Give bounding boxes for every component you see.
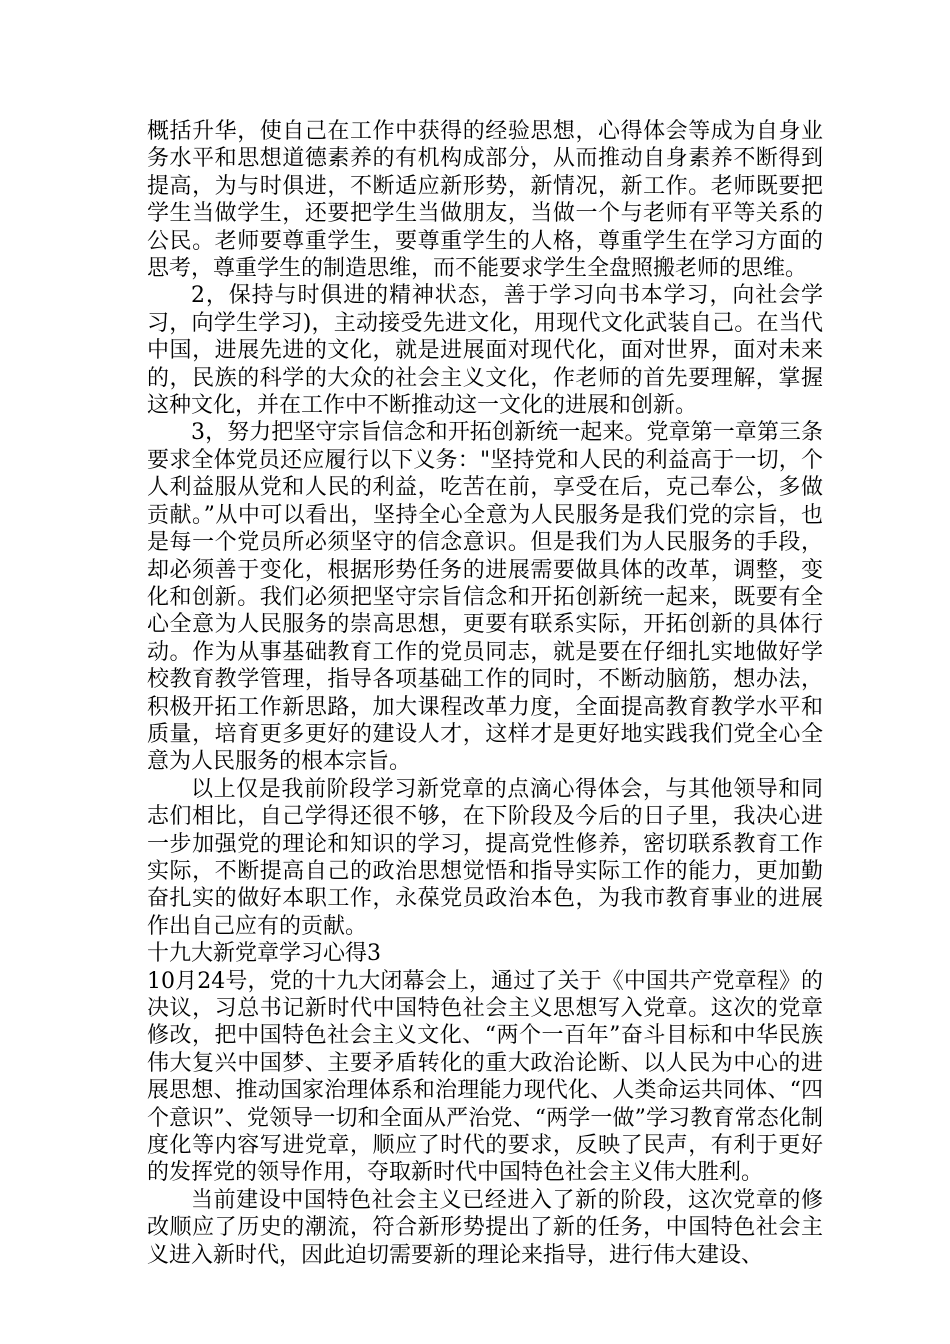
section-heading: 十九大新党章学习心得3 xyxy=(147,941,381,967)
paragraph-continuation: 概括升华，使自己在工作中获得的经验思想，心得体会等成为自身业务水平和思想道德素养的有机构成部分，从而推动自身素养不断得到提高，为与时俱进，不断适应新形势，新情况，新工作。老师既要把学生当做学生，还要把学生当做朋友，当做一个与老师有平等关系的公民。老师要尊重学生，要尊重学生的人格，尊重学生在学习方面的思考，尊重学生的制造思维，而不能要求学生全盘照搬老师的思维。 xyxy=(147,119,823,282)
document-body xyxy=(147,118,823,1269)
paragraph-point-2: 2，保持与时俱进的精神状态，善于学习向书本学习，向社会学习，向学生学习)，主动接受先进文化，用现代文化武装自己。在当代中国，进展先进的文化，就是进展面对现代化，面对世界，面对未来的，民族的科学的大众的社会主义文化，作老师的首先要理解，掌握这种文化，并在工作中不断推动这一文化的进展和创新。 xyxy=(147,283,823,419)
paragraph-point-3: 3，努力把坚守宗旨信念和开拓创新统一起来。党章第一章第三条要求全体党员还应履行以下义务："坚持党和人民的利益高于一切，个人利益服从党和人民的利益，吃苦在前，享受在后，克己奉公，多做贡献。”从中可以看出，坚持全心全意为人民服务是我们党的宗旨，也是每一个党员所必须坚守的信念意识。但是我们为人民服务的手段，却必须善于变化，根据形势任务的进展需要做具体的改革，调整，变化和创新。我们必须把坚守宗旨信念和开拓创新统一起来，既要有全心全意为人民服务的崇高思想，更要有联系实际，开拓创新的具体行动。作为从事基础教育工作的党员同志，就是要在仔细扎实地做好学校教育教学管理，指导各项基础工作的同时，不断动脑筋，想办法，积极开拓工作新思路，加大课程改革力度，全面提高教育教学水平和质量，培育更多更好的建设人才，这样才是更好地实践我们党全心全意为人民服务的根本宗旨。 xyxy=(147,420,823,775)
paragraph-current-stage: 当前建设中国特色社会主义已经进入了新的阶段，这次党章的修改顺应了历史的潮流，符合新形势提出了新的任务，中国特色社会主义进入新时代，因此迫切需要新的理论来指导，进行伟大建设、 xyxy=(147,1187,823,1268)
paragraph-conclusion: 以上仅是我前阶段学习新党章的点滴心得体会，与其他领导和同志们相比，自己学得还很不够，在下阶段及今后的日子里，我决心进一步加强党的理论和知识的学习，提高党性修养，密切联系教育工作实际，不断提高自己的政治思想觉悟和指导实际工作的能力，更加勤奋扎实的做好本职工作，永葆党员政治本色，为我市教育事业的进展作出自己应有的贡献。 xyxy=(147,776,823,939)
paragraph-section-intro: 10月24号，党的十九大闭幕会上，通过了关于《中国共产党章程》的决议，习总书记新时代中国特色社会主义思想写入党章。这次的党章修改，把中国特色社会主义文化、“两个一百年”奋斗目标和中华民族伟大复兴中国梦、主要矛盾转化的重大政治论断、以人民为中心的进展思想、推动国家治理体系和治理能力现代化、人类命运共同体、“四个意识”、党领导一切和全面从严治党、“两学一做”学习教育常态化制度化等内容写进党章，顺应了时代的要求，反映了民声，有利于更好的发挥党的领导作用，夺取新时代中国特色社会主义伟大胜利。 xyxy=(147,968,823,1186)
